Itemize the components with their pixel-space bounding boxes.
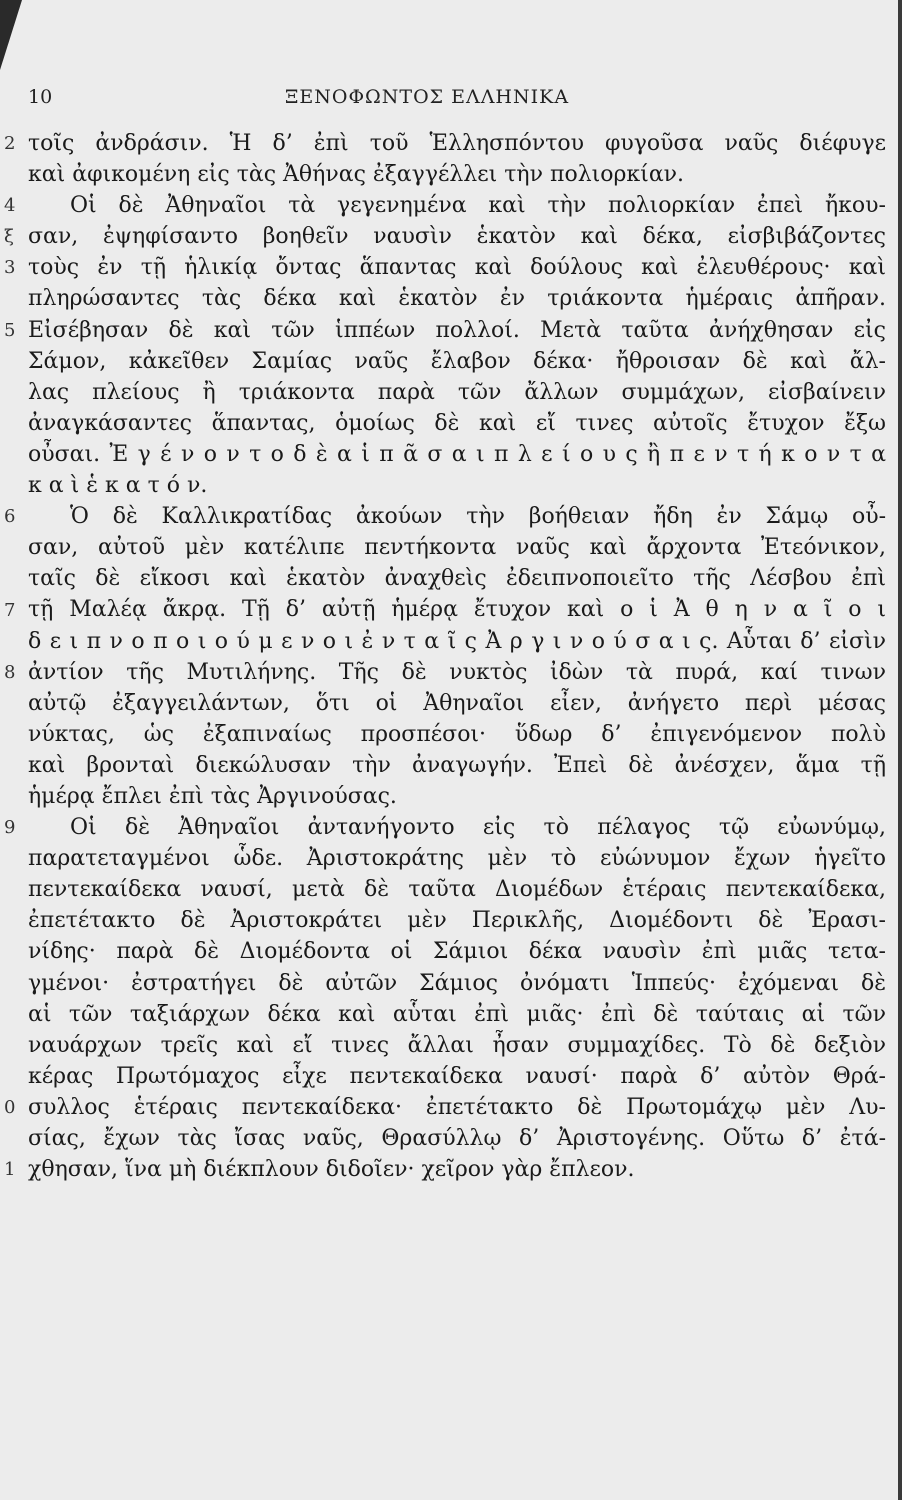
text-line: νύκτας, ὡς ἐξαπιναίως προσπέσοι· ὕδωρ δ’ ἐπιγενόμενον πολὺ — [28, 721, 886, 747]
text-line: σαν, αὐτοῦ μὲν κατέλιπε πεντήκοντα ναῦς καὶ ἄρχοντα Ἐτεόνικον, — [28, 535, 886, 561]
margin-mark: 4 — [4, 195, 16, 217]
text-line: πεντεκαίδεκα ναυσί, μετὰ δὲ ταῦτα Διομέδων ἑτέραις πεντεκαίδεκα, — [28, 877, 886, 903]
text-line: παρατεταγμένοι ὧδε. Ἀριστοκράτης μὲν τὸ εὐώνυμον ἔχων ἡγεῖτο — [28, 846, 886, 872]
text-line: αἱ τῶν ταξιάρχων δέκα καὶ αὗται ἐπὶ μιᾶς· ἐπὶ δὲ ταύταις αἱ τῶν — [28, 1001, 886, 1027]
text-line: κ α ὶ ἑ κ α τ ό ν. — [28, 473, 208, 499]
text-line: ἐπετέτακτο δὲ Ἀριστοκράτει μὲν Περικλῆς, Διομέδοντι δὲ Ἐρασι- — [28, 908, 886, 934]
text-line: Ὁ δὲ Καλλικρατίδας ἀκούων τὴν βοήθειαν ἤδη ἐν Σάμῳ οὖ- — [70, 504, 886, 530]
text-line: Σάμον, κἀκεῖθεν Σαμίας ναῦς ἔλαβον δέκα· ἤθροισαν δὲ καὶ ἄλ- — [28, 348, 886, 374]
text-line: νίδης· παρὰ δὲ Διομέδοντα οἱ Σάμιοι δέκα ναυσὶν ἐπὶ μιᾶς τετα- — [28, 939, 886, 965]
margin-mark: 3 — [4, 257, 16, 279]
margin-mark: 5 — [4, 319, 16, 341]
margin-mark: 0 — [4, 1097, 16, 1119]
body-text — [28, 128, 886, 1185]
text-line: χθησαν, ἵνα μὴ διέκπλουν διδοῖεν· χεῖρον γὰρ ἔπλεον. — [28, 1157, 635, 1183]
margin-mark: 6 — [4, 506, 16, 528]
text-line: Οἱ δὲ Ἀθηναῖοι ἀντανήγοντο εἰς τὸ πέλαγος τῷ εὐωνύμῳ, — [70, 815, 886, 841]
page-header — [0, 86, 902, 116]
text-line: Οἱ δὲ Ἀθηναῖοι τὰ γεγενημένα καὶ τὴν πολιορκίαν ἐπεὶ ἤκου- — [70, 193, 886, 219]
text-line: ἀναγκάσαντες ἅπαντας, ὁμοίως δὲ καὶ εἴ τινες αὐτοῖς ἔτυχον ἔξω — [28, 410, 886, 436]
text-line: Εἰσέβησαν δὲ καὶ τῶν ἱππέων πολλοί. Μετὰ ταῦτα ἀνήχθησαν εἰς — [28, 317, 886, 343]
text-line: συλλος ἑτέραις πεντεκαίδεκα· ἐπετέτακτο δὲ Πρωτομάχῳ μὲν Λυ- — [28, 1094, 886, 1120]
text-line: τοὺς ἐν τῇ ἡλικίᾳ ὄντας ἅπαντας καὶ δούλους καὶ ἐλευθέρους· καὶ — [28, 255, 886, 281]
scan-shadow-edge — [898, 0, 902, 1500]
running-title: ΞΕΝΟΦΩΝΤΟΣ ΕΛΛΗΝΙΚΑ — [285, 86, 570, 108]
text-line: πληρώσαντες τὰς δέκα καὶ ἑκατὸν ἐν τριάκοντα ἡμέραις ἀπῆραν. — [28, 286, 886, 312]
margin-mark: 2 — [4, 133, 16, 154]
margin-mark: 9 — [4, 817, 16, 839]
text-line: καὶ ἀφικομένη εἰς τὰς Ἀθήνας ἐξαγγέλλει τὴν πολιορκίαν. — [28, 162, 685, 188]
text-line: κέρας Πρωτόμαχος εἶχε πεντεκαίδεκα ναυσί· παρὰ δ’ αὐτὸν Θρά- — [28, 1063, 886, 1089]
text-line: αὐτῷ ἐξαγγειλάντων, ὅτι οἱ Ἀθηναῖοι εἶεν, ἀνήγετο περὶ μέσας — [28, 690, 886, 716]
text-line: ταῖς δὲ εἴκοσι καὶ ἑκατὸν ἀναχθεὶς ἐδειπνοποιεῖτο τῆς Λέσβου ἐπὶ — [28, 566, 886, 592]
text-line: ἀντίον τῆς Μυτιλήνης. Τῆς δὲ νυκτὸς ἰδὼν τὰ πυρά, καί τινων — [28, 659, 886, 685]
margin-mark: ξ — [4, 226, 14, 248]
text-line: ναυάρχων τρεῖς καὶ εἴ τινες ἄλλαι ἦσαν συμμαχίδες. Τὸ δὲ δεξιὸν — [28, 1032, 886, 1058]
text-line: δ ε ι π ν ο π ο ι ο ύ μ ε ν ο ι ἐ ν τ α ῖ ς Ἀ ρ γ ι ν ο ύ σ α ι ς. Αὗται δ’ εἰσὶν — [28, 628, 886, 654]
text-line: λας πλείους ἢ τριάκοντα παρὰ τῶν ἄλλων συμμάχων, εἰσβαίνειν — [28, 379, 886, 405]
text-line: σαν, ἐψηφίσαντο βοηθεῖν ναυσὶν ἑκατὸν καὶ δέκα, εἰσβιβάζοντες — [28, 224, 886, 250]
margin-mark: 1 — [4, 1159, 16, 1181]
margin-mark: 7 — [4, 599, 16, 621]
text-line: τῇ Μαλέᾳ ἄκρᾳ. Τῇ δ’ αὐτῇ ἡμέρᾳ ἔτυχον καὶ ο ἱ Ἀ θ η ν α ῖ ο ι — [28, 597, 886, 623]
text-line: γμένοι· ἐστρατήγει δὲ αὐτῶν Σάμιος ὀνόματι Ἱππεύς· ἐχόμεναι δὲ — [28, 970, 886, 996]
margin-section-numbers — [0, 0, 20, 1500]
text-line: καὶ βρονταὶ διεκώλυσαν τὴν ἀναγωγήν. Ἐπεὶ δὲ ἀνέσχεν, ἅμα τῇ — [28, 752, 886, 778]
text-line: τοῖς ἀνδράσιν. Ἡ δ’ ἐπὶ τοῦ Ἑλλησπόντου φυγοῦσα ναῦς διέφυγε — [28, 131, 886, 156]
margin-mark: 8 — [4, 661, 16, 683]
page-number: 10 — [28, 86, 53, 108]
text-line: οὖσαι. Ἐ γ έ ν ο ν τ ο δ ὲ α ἱ π ᾶ σ α ι π λ ε ί ο υ ς ἢ π ε ν τ ή κ ο ν τ α — [28, 441, 886, 467]
text-line: σίας, ἔχων τὰς ἴσας ναῦς, Θρασύλλῳ δ’ Ἀριστογένης. Οὕτω δ’ ἐτά- — [28, 1126, 886, 1151]
text-line: ἡμέρᾳ ἔπλει ἐπὶ τὰς Ἀργινούσας. — [28, 783, 397, 809]
